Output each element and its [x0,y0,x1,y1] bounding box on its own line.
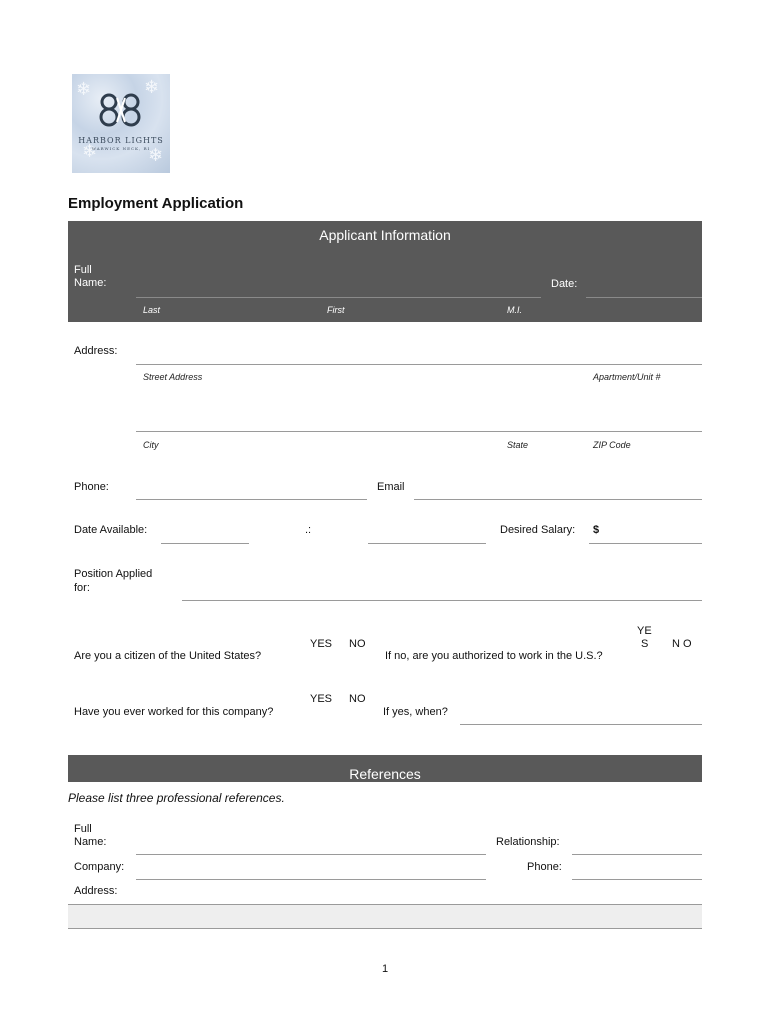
citizen-no-option[interactable]: NO [349,638,366,650]
snowflake-icon: ❄ [82,141,98,161]
authorized-question: If no, are you authorized to work in the U.S.? [385,650,603,662]
full-name-label-2: Name: [74,277,107,289]
if-yes-when-label: If yes, when? [383,706,448,718]
snowflake-icon: ❄ [76,79,92,99]
position-label-2: for: [74,582,90,594]
first-name-caption: First [327,305,345,315]
middle-initial-caption: M.I. [507,305,522,315]
date-available-label: Date Available: [74,524,148,536]
references-intro: Please list three professional references. [68,791,285,805]
stray-mark: .: [305,524,312,536]
state-caption: State [507,440,529,450]
reference-full-name-label: Full [74,823,92,835]
page-number: 1 [381,963,389,975]
logo-subtitle: WARWICK NECK, RI [91,146,151,151]
references-header [68,755,702,782]
snowflake-icon: ❄ [148,145,164,165]
authorized-no-option[interactable]: N O [672,638,692,650]
reference-name-field[interactable] [136,854,486,855]
reference-phone-field[interactable] [572,879,702,880]
city-state-zip-field[interactable] [136,431,702,432]
email-field[interactable] [414,499,702,500]
position-field[interactable] [182,600,702,601]
position-label: Position Applied [74,568,153,580]
full-name-field[interactable] [136,297,541,298]
form-title: Employment Application [68,195,244,212]
desired-salary-field[interactable] [589,543,702,544]
logo-name: HARBOR LIGHTS [78,136,164,145]
reference-phone-label: Phone: [527,861,562,873]
company-label: Company: [74,861,125,873]
citizen-question: Are you a citizen of the United States? [74,650,262,662]
email-label: Email [377,481,405,493]
company-field[interactable] [136,879,486,880]
blank-field[interactable] [368,543,486,544]
citizen-yes-option[interactable]: YES [310,638,333,650]
date-field[interactable] [586,297,702,298]
relationship-field[interactable] [572,854,702,855]
date-available-field[interactable] [161,543,249,544]
worked-no-option[interactable]: NO [349,693,366,705]
reference-address-label: Address: [74,885,118,897]
reference-full-name-label-2: Name: [74,836,107,848]
salary-currency-symbol: $ [593,524,600,536]
last-name-caption: Last [143,305,161,315]
phone-label: Phone: [74,481,109,493]
shaded-row [68,905,702,928]
apartment-caption: Apartment/Unit # [593,372,661,382]
desired-salary-label: Desired Salary: [500,524,576,536]
city-caption: City [143,440,159,450]
company-logo [72,74,170,173]
full-name-label: Full [74,264,92,276]
logo-monogram-icon [97,92,145,128]
phone-field[interactable] [136,499,367,500]
worked-yes-option[interactable]: YES [310,693,333,705]
section-title: Applicant Information [319,227,451,243]
authorized-yes-option-wrap[interactable]: S [641,638,649,650]
worked-before-question: Have you ever worked for this company? [74,706,274,718]
applicant-info-header [68,221,702,322]
zip-caption: ZIP Code [593,440,631,450]
relationship-label: Relationship: [496,836,560,848]
section-title: References [349,766,421,782]
if-yes-when-field[interactable] [460,724,702,725]
row-divider [68,928,702,929]
authorized-yes-option[interactable]: YE [637,625,652,637]
snowflake-icon: ❄ [144,77,160,97]
address-label: Address: [74,345,118,357]
street-address-caption: Street Address [143,372,203,382]
date-label: Date: [551,278,578,290]
street-address-field[interactable] [136,364,702,365]
